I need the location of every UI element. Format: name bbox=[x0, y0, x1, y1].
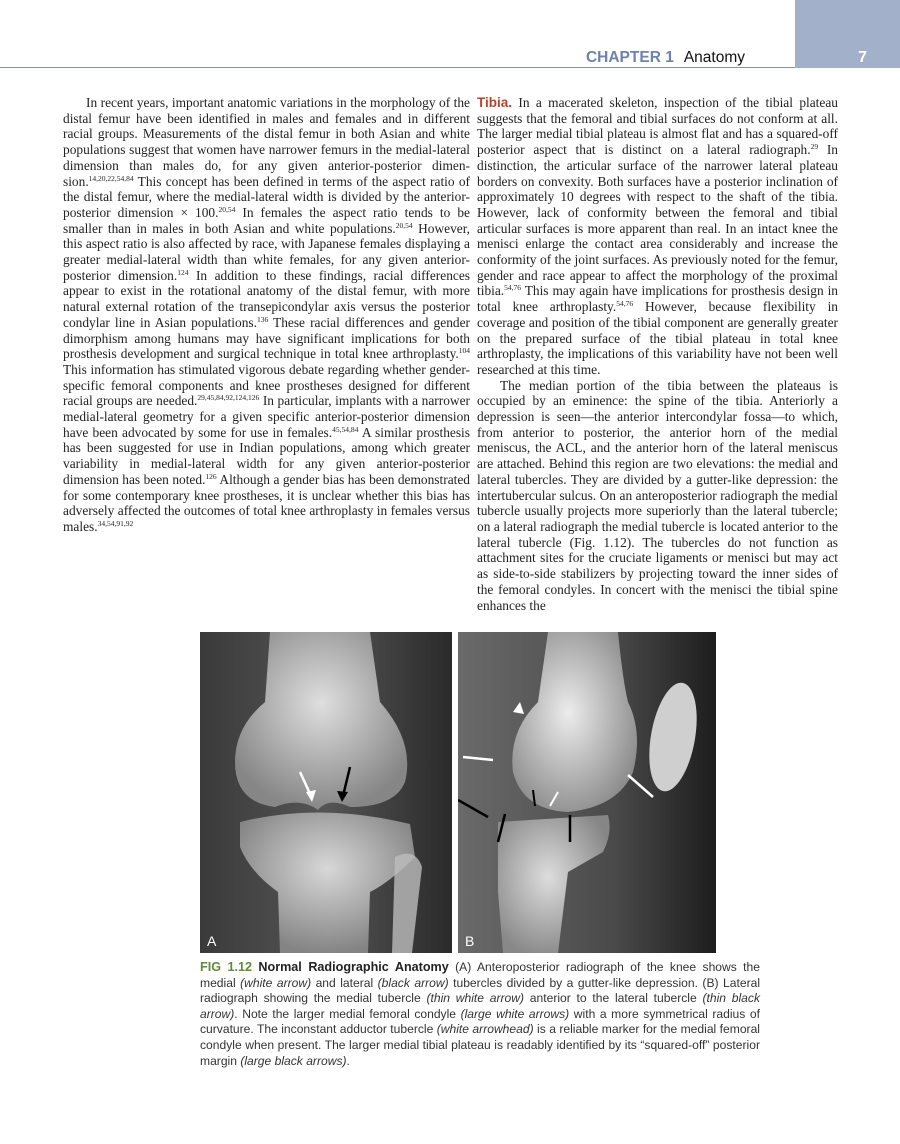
page-number: 7 bbox=[858, 49, 867, 66]
citation-superscript: 126 bbox=[205, 471, 217, 481]
citation-superscript: 104 bbox=[458, 346, 470, 356]
caption-text: with a more symmetrical radius of curvature. The inconstant adductor tubercle bbox=[200, 1006, 760, 1037]
text-run: In recent years, important anatomic variations in the morphology of the distal femur have been identified in males and females and in different racial groups. Measurements of the distal femur in both Asian and white populations suggest that women have narrower femurs in the medial-lateral dimension than males do, for any given anterior-posterior dimension. bbox=[63, 95, 470, 189]
text-run: However, this aspect ratio is also affected by race, with Japanese females displaying a greater medial-lateral width than white females, for any given anterior-posterior dimension. bbox=[63, 220, 470, 283]
text-run: In a macerated skeleton, inspection of the tibial plateau suggests that the femoral and tibial surfaces do not conform at all. The larger medial tibial plateau is almost flat and has a squared-off posterior aspect that is distinct on a lateral radiograph. bbox=[477, 95, 838, 158]
knee-lateral-radiograph bbox=[458, 632, 716, 953]
figure-title: Normal Radiographic Anatomy bbox=[258, 960, 449, 974]
chapter-title: Anatomy bbox=[683, 49, 745, 66]
text-run: In distinction, the articular surface of the narrower lateral plateau borders on convexity. Both surfaces have a posterior inclination of approximately 10 degrees with respect to the shaft of the tibia. However, lack of conformity between the femoral and tibial articular surfaces is more apparent than real. In an intact knee the menisci enlarge the contact area considerably and increase the conformity of the joint surfaces. As previously noted for the femur, gender and race appear to affect the morphology of the proximal tibia. bbox=[477, 142, 838, 299]
left-column bbox=[63, 95, 470, 535]
caption-text: tubercles divided by a gutter-like depression. (B) Lateral radiograph showing the medial tubercle bbox=[200, 975, 761, 1006]
paragraph bbox=[63, 95, 470, 535]
citation-superscript: 54,76 bbox=[504, 283, 522, 293]
panel-label-b: B bbox=[465, 933, 475, 949]
caption-emphasis: (thin black arrow) bbox=[200, 991, 761, 1021]
text-run: This concept has been defined in terms of the aspect ratio of the distal femur, where the medial-lateral width is divided by the anterior-posterior dimension × 100. bbox=[63, 173, 470, 220]
right-column bbox=[477, 95, 838, 613]
text-run: In females the aspect ratio tends to be smaller than in males in both Asian and white populations. bbox=[63, 204, 470, 236]
citation-superscript: 54,76 bbox=[616, 299, 634, 309]
citation-superscript: 34,54,91,92 bbox=[97, 518, 134, 528]
chapter-label: CHAPTER 1 bbox=[585, 49, 674, 66]
paragraph bbox=[477, 95, 838, 378]
text-run: This may again have implications for prosthesis design in total knee arthroplasty. bbox=[477, 283, 838, 315]
caption-emphasis: (large white arrows) bbox=[460, 1006, 570, 1021]
caption-text: anterior to the lateral tubercle bbox=[524, 991, 703, 1006]
citation-superscript: 14,20,22,54,84 bbox=[88, 173, 134, 183]
text-run: Although a gender bias has been demonstrated for some contemporary knee prostheses, it is unclear whether this bias has adversely affected the outcomes of total knee arthroplasty in females versus males. bbox=[63, 471, 470, 534]
figure-label: FIG 1.12 bbox=[200, 960, 253, 974]
text-run: The median portion of the tibia between the plateaus is occupied by an eminence: the spine of the tibia. Anteriorly a depression is seen—the anterior intercondylar fossa—to which, from anterior to posterior, the anterior horn of the medial meniscus, the ACL, and the anterior horn of the lateral meniscus are attached. Behind this region are two elevations: the medial and lateral tubercles. They are divided by a gutter-like depression: the intertubercular sulcus. On an anteroposterior radiograph the medial tubercle usually projects more superiorly than the lateral tubercle; on a lateral radiograph the medial tubercle is located anterior to the lateral tubercle (Fig. 1.12). The tubercles do not function as attachment sites for the cruciate ligaments or menisci but may act as side-to-side stabilizers by projecting toward the inner sides of the femoral condyles. In concert with the menisci the tibial spine enhances the bbox=[477, 377, 838, 613]
knee-ap-radiograph bbox=[200, 632, 452, 953]
citation-superscript: 136 bbox=[256, 314, 269, 324]
text-run: In particular, implants with a narrower medial-lateral geometry for a given specific anterior-posterior dimension have been advocated by some for use in females. bbox=[63, 393, 470, 440]
text-run: A similar prosthesis has been suggested for use in Indian populations, among which greater variability in medial-lateral width for any given anterior-posterior dimension has been noted. bbox=[63, 424, 470, 487]
text-run: This information has stimulated vigorous debate regarding whether gender-specific femoral components and knee prostheses designed for different racial groups are needed. bbox=[63, 361, 470, 409]
caption-text: is a reliable marker for the medial femoral condyle when present. The larger medial tibial plateau is readably identified by its “squared-off” posterior margin bbox=[200, 1022, 760, 1068]
running-header bbox=[586, 49, 745, 67]
text-run: These racial differences and gender dimorphism among humans may have significant implications for both prosthesis development and surgical technique in total knee arthroplasty. bbox=[63, 314, 470, 362]
caption-emphasis: (large black arrows) bbox=[240, 1053, 347, 1068]
radiograph-ap-panel bbox=[200, 632, 452, 953]
section-heading: Tibia. bbox=[477, 95, 513, 110]
citation-superscript: 29,45,84,92,124,126 bbox=[197, 393, 260, 403]
caption-emphasis: (white arrow) bbox=[240, 975, 312, 990]
panel-label-a: A bbox=[207, 933, 217, 949]
caption-text: and lateral bbox=[311, 975, 378, 990]
text-run: In addition to these findings, racial differences appear to exist in the rotational anatomy of the distal femur, with more natural external rotation of the transepicondylar axis versus the posterior condylar line in Asian populations. bbox=[63, 267, 470, 330]
caption-text: . bbox=[346, 1053, 350, 1068]
citation-superscript: 45,54,84 bbox=[332, 424, 359, 434]
caption-emphasis: (thin white arrow) bbox=[426, 991, 525, 1006]
caption-text: . Note the larger medial femoral condyle bbox=[234, 1006, 461, 1021]
header-rule bbox=[0, 67, 795, 68]
figure-caption bbox=[200, 960, 760, 1069]
text-run: However, because flexibility in coverage and position of the tibial component are generally greater on the prepared surface of the tibial plateau in total knee arthroplasty, the implications of this variability have not been well researched at this time. bbox=[477, 299, 838, 377]
citation-superscript: 20,54 bbox=[395, 220, 413, 230]
caption-text: (A) Anteroposterior radiograph of the knee shows the medial bbox=[200, 960, 760, 990]
paragraph bbox=[477, 378, 838, 614]
radiograph-lateral-panel bbox=[458, 632, 716, 953]
citation-superscript: 29 bbox=[810, 142, 819, 152]
citation-superscript: 124 bbox=[177, 267, 189, 277]
citation-superscript: 20,54 bbox=[218, 204, 236, 214]
caption-emphasis: (black arrow) bbox=[377, 975, 449, 990]
caption-emphasis: (white arrowhead) bbox=[436, 1022, 534, 1037]
